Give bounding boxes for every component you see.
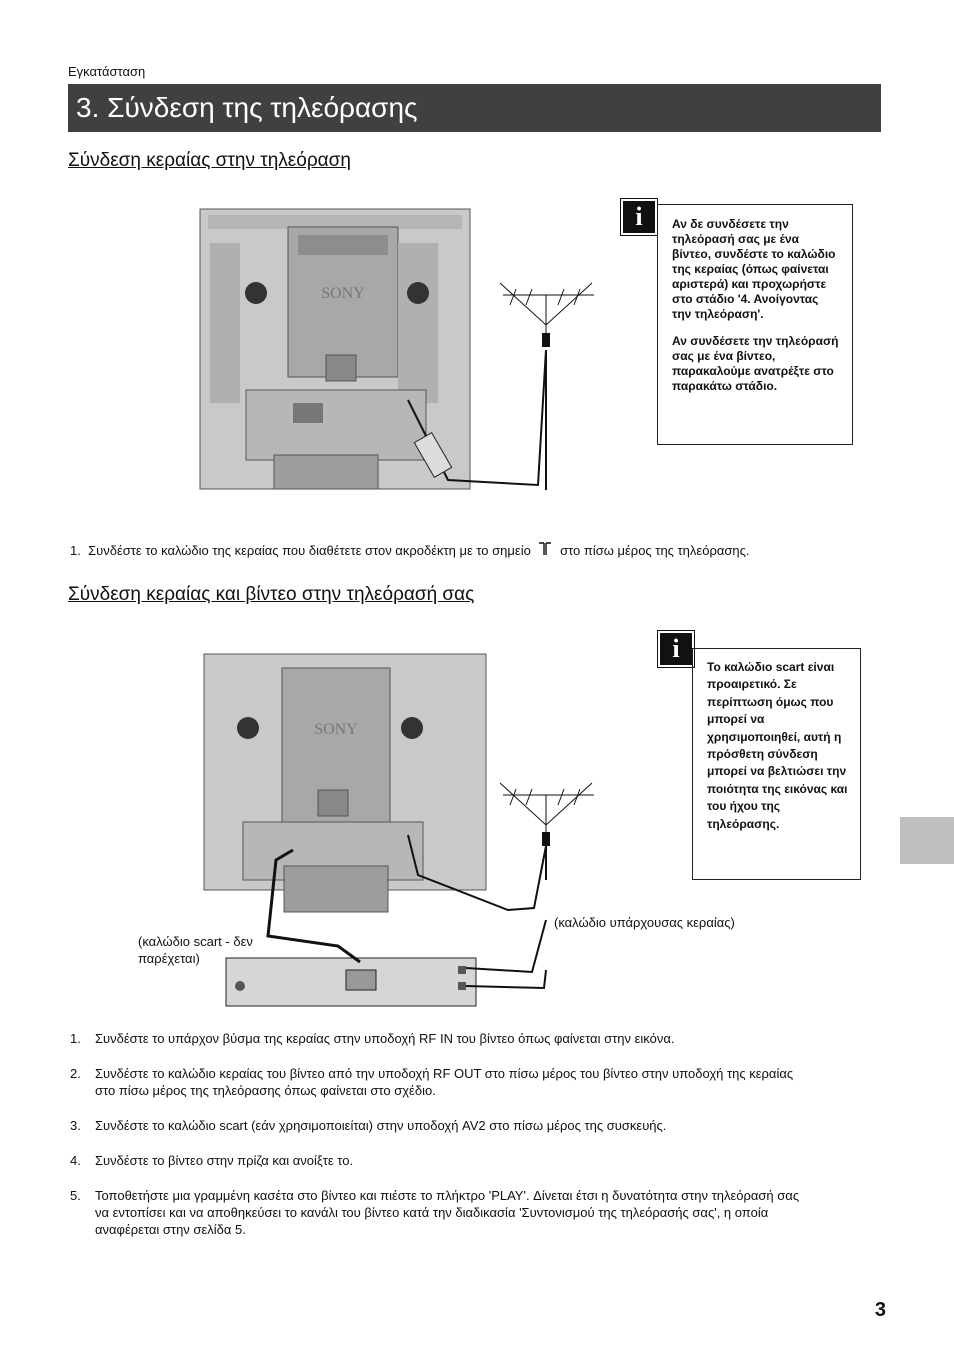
list-item: 4. Συνδέστε το βίντεο στην πρίζα και ανοίξτε το. [70,1153,354,1168]
step-number: 1. [70,543,81,558]
vcr-steps-list [70,1030,800,1256]
step-1-antenna [70,542,900,559]
list-item: 5. Τοποθετήστε μια γραμμένη κασέτα στο βίντεο και πιέστε το πλήκτρο 'PLAY'. Δίνεται έτσι η δυνατότητα στην τηλεόρασή σας να εντοπίσει και να αποθηκεύσει το κανάλι του βίντεο κατά την διαδικασία 'Συντονισμού της τηλεόρασής σας', η οποία αναφέρεται στην σελίδα 5. [70,1188,800,1237]
section-heading-antenna: Σύνδεση κεραίας στην τηλεόραση [68,150,351,171]
info-icon: i [621,199,657,235]
antenna-symbol-icon [536,542,554,556]
section-label: Εγκατάσταση [68,64,146,79]
info-icon: i [658,631,694,667]
sony-logo: SONY [314,721,358,738]
page-number: 3 [874,1299,886,1321]
note-text: Αν δε συνδέσετε την τηλεόρασή σας με ένα βίντεο, συνδέστε το καλώδιο της κεραίας (όπως φαίνεται αριστερά) και προχωρήστε στο στάδιο '4. Ανοίγοντας την τηλεόραση'. [672,217,836,321]
step-text: Συνδέστε το καλώδιο της κεραίας που διαθέτετε στον ακροδέκτη με το σημείο [88,543,531,558]
list-item: 1. Συνδέστε το υπάρχον βύσμα της κεραίας στην υποδοχή RF IN του βίντεο όπως φαίνεται στην εικόνα. [70,1031,675,1046]
side-tab [900,817,954,864]
sony-logo: SONY [321,285,365,302]
step-text: στο πίσω μέρος της τηλεόρασης. [560,543,750,558]
page-title: 3. Σύνδεση της τηλεόρασης [68,84,881,132]
note-text: Αν συνδέσετε την τηλεόρασή σας με ένα βίντεο, παρακαλούμε ανατρέξτε στο παρακάτω στάδιο. [672,334,839,393]
note-box-scart [692,648,861,880]
caption-scart: (καλώδιο scart - δεν παρέχεται) [138,934,253,966]
list-item: 2. Συνδέστε το καλώδιο κεραίας του βίντεο από την υποδοχή RF OUT στο πίσω μέρος του βίντεο στην υποδοχή της κεραίας στο πίσω μέρος της τηλεόρασης όπως φαίνεται στο σχέδιο. [70,1066,794,1098]
section-heading-antenna-vcr: Σύνδεση κεραίας και βίντεο στην τηλεόρασή σας [68,584,475,605]
note-text: Το καλώδιο scart είναι προαιρετικό. Σε περίπτωση όμως που μπορεί να χρησιμοποιηθεί, αυτή η πρόσθετη σύνδεση μπορεί να βελτιώσει την ποιότητα της εικόνας και του ήχου της τηλεόρασης. [707,660,848,831]
tv-antenna-figure [198,205,608,495]
list-item: 3. Συνδέστε το καλώδιο scart (εάν χρησιμοποιείται) στην υποδοχή AV2 στο πίσω μέρος της συσκευής. [70,1118,667,1133]
note-box-antenna [657,204,853,445]
caption-antenna-cable: (καλώδιο υπάρχουσας κεραίας) [554,915,735,930]
